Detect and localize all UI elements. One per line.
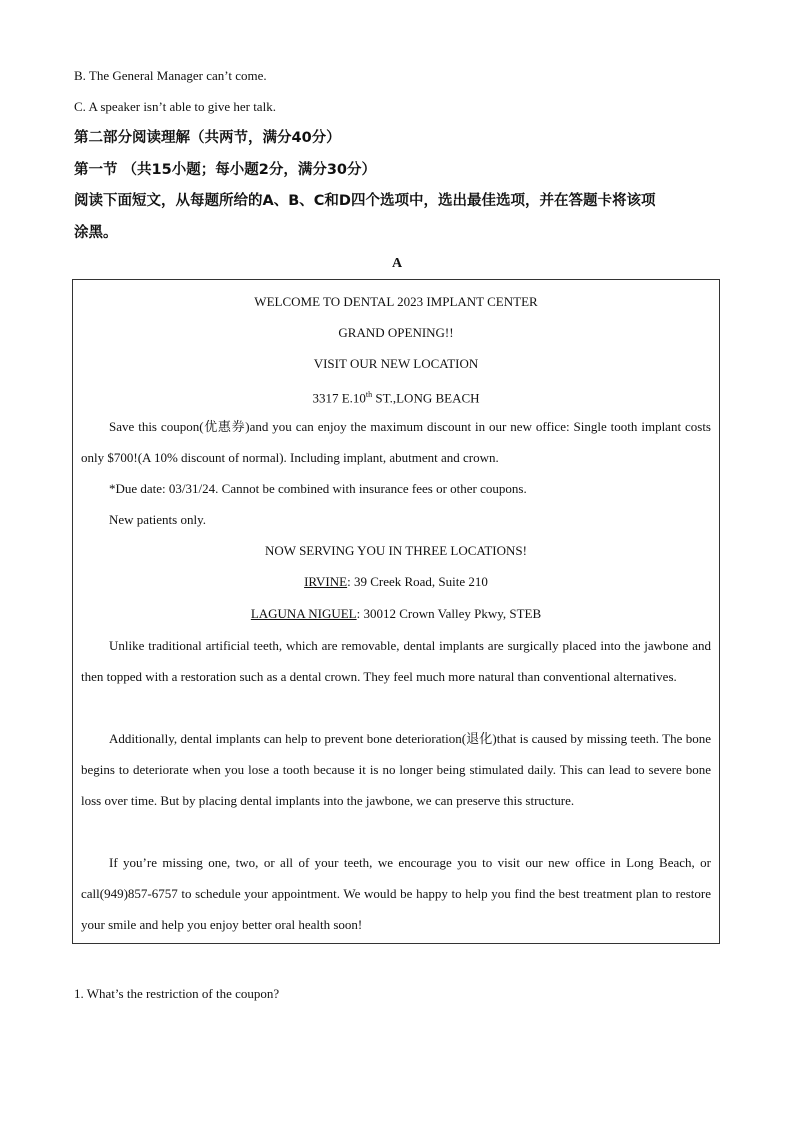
location-laguna-niguel-address: : 30012 Crown Valley Pkwy, STEB [356, 606, 542, 621]
location-irvine-address: : 39 Creek Road, Suite 210 [347, 574, 488, 589]
part-heading: 第二部分阅读理解（共两节，满分40分） [74, 130, 341, 146]
question-1: 1. What’s the restriction of the coupon? [74, 986, 280, 1001]
option-b: B. The General Manager can’t come. [74, 68, 267, 83]
ad-grand-opening: GRAND OPENING!! [338, 325, 454, 340]
appointment-paragraph [81, 847, 711, 940]
due-date-paragraph [81, 473, 711, 504]
new-patients-text: New patients only. [109, 512, 206, 527]
ad-title: WELCOME TO DENTAL 2023 IMPLANT CENTER [254, 294, 538, 309]
location-irvine [73, 573, 719, 591]
due-date-text: *Due date: 03/31/24. Cannot be combined with insurance fees or other coupons. [109, 481, 527, 496]
ad-serving-locations: NOW SERVING YOU IN THREE LOCATIONS! [265, 543, 527, 558]
advertisement-box [72, 279, 720, 944]
address-street: 3317 E.10 [312, 390, 366, 406]
location-irvine-name: IRVINE [304, 574, 348, 589]
coupon-paragraph [81, 411, 711, 473]
implants-paragraph [81, 630, 711, 692]
ad-visit-location: VISIT OUR NEW LOCATION [313, 356, 479, 371]
ad-address [73, 386, 719, 407]
instructions-line-1: 阅读下面短文，从每题所给的A、B、C和D四个选项中，选出最佳选项，并在答题卡将该项 [74, 193, 656, 209]
location-laguna-niguel [73, 605, 719, 623]
location-laguna-niguel-name: LAGUNA NIGUEL [250, 606, 357, 621]
passage-letter: A [391, 256, 403, 271]
bone-paragraph [81, 723, 711, 816]
new-patients-paragraph [81, 504, 711, 535]
bone-text: Additionally, dental implants can help to prevent bone deterioration(退化)that is caused by missing teeth. The bone begins to deteriorate when you lose a tooth because it is no longer being stimulated daily. This can lead to severe bone loss over time. But by placing dental implants into the jawbone, we can preserve this structure. [81, 731, 711, 808]
appointment-text: If you’re missing one, two, or all of your teeth, we encourage you to visit our new office in Long Beach, or call(949)857-6757 to schedule your appointment. We would be happy to help you find the best treatment plan to restore your smile and help you enjoy better oral health soon! [81, 855, 711, 932]
address-city: ST.,LONG BEACH [372, 390, 480, 406]
address-ordinal: th [365, 390, 373, 399]
option-c: C. A speaker isn’t able to give her talk. [74, 99, 276, 114]
implants-text: Unlike traditional artificial teeth, which are removable, dental implants are surgically placed into the jawbone and then topped with a restoration such as a dental crown. They feel much more natural than conventional alternatives. [81, 638, 711, 684]
coupon-text: Save this coupon(优惠券)and you can enjoy the maximum discount in our new office: Single tooth implant costs only $700!(A 10% discount of normal). Including implant, abutment and crown. [81, 419, 711, 465]
instructions-line-2: 涂黑。 [74, 225, 118, 241]
section-heading: 第一节 （共15小题；每小题2分，满分30分） [74, 162, 376, 178]
